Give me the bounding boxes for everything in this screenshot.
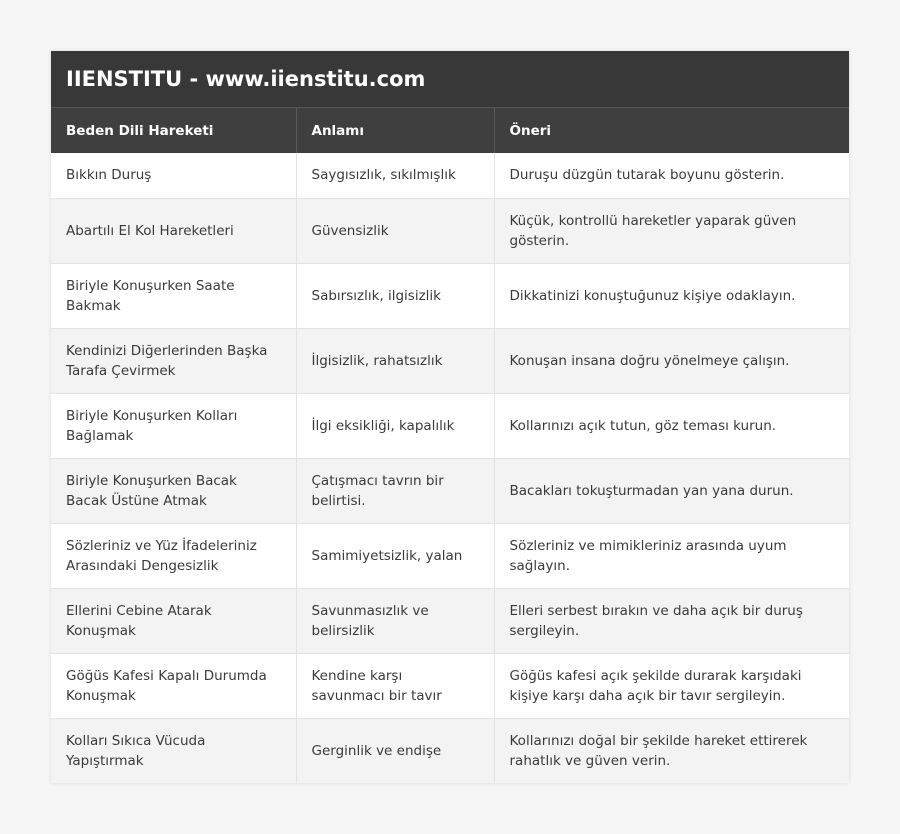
cell-movement: Kendinizi Diğerlerinden Başka Tarafa Çevirmek — [51, 328, 296, 393]
table-row — [51, 588, 849, 653]
cell-meaning: Çatışmacı tavrın bir belirtisi. — [296, 458, 494, 523]
cell-meaning: İlgi eksikliği, kapalılık — [296, 393, 494, 458]
cell-meaning: Sabırsızlık, ilgisizlik — [296, 263, 494, 328]
cell-suggestion: Konuşan insana doğru yönelmeye çalışın. — [494, 328, 849, 393]
table-header-row — [51, 108, 849, 153]
cell-suggestion: Küçük, kontrollü hareketler yaparak güven gösterin. — [494, 198, 849, 263]
cell-movement: Sözleriniz ve Yüz İfadeleriniz Arasındaki Dengesizlik — [51, 523, 296, 588]
cell-movement: Abartılı El Kol Hareketleri — [51, 198, 296, 263]
table-row — [51, 718, 849, 783]
cell-meaning: Gerginlik ve endişe — [296, 718, 494, 783]
cell-meaning: Savunmasızlık ve belirsizlik — [296, 588, 494, 653]
cell-movement: Göğüs Kafesi Kapalı Durumda Konuşmak — [51, 653, 296, 718]
cell-suggestion: Elleri serbest bırakın ve daha açık bir duruş sergileyin. — [494, 588, 849, 653]
table-row — [51, 458, 849, 523]
table-row — [51, 153, 849, 198]
cell-movement: Ellerini Cebine Atarak Konuşmak — [51, 588, 296, 653]
table-row — [51, 393, 849, 458]
banner-title: IIENSTITU - www.iienstitu.com — [51, 51, 849, 108]
cell-suggestion: Sözleriniz ve mimikleriniz arasında uyum sağlayın. — [494, 523, 849, 588]
cell-meaning: Kendine karşı savunmacı bir tavır — [296, 653, 494, 718]
cell-suggestion: Duruşu düzgün tutarak boyunu gösterin. — [494, 153, 849, 198]
cell-suggestion: Dikkatinizi konuştuğunuz kişiye odaklayın. — [494, 263, 849, 328]
header-suggestion: Öneri — [494, 108, 849, 153]
cell-movement: Biriyle Konuşurken Bacak Bacak Üstüne Atmak — [51, 458, 296, 523]
table-row — [51, 328, 849, 393]
cell-suggestion: Bacakları tokuşturmadan yan yana durun. — [494, 458, 849, 523]
header-movement: Beden Dili Hareketi — [51, 108, 296, 153]
cell-movement: Bıkkın Duruş — [51, 153, 296, 198]
table-row — [51, 653, 849, 718]
cell-movement: Kolları Sıkıca Vücuda Yapıştırmak — [51, 718, 296, 783]
body-language-table — [51, 108, 849, 783]
cell-meaning: İlgisizlik, rahatsızlık — [296, 328, 494, 393]
cell-movement: Biriyle Konuşurken Kolları Bağlamak — [51, 393, 296, 458]
cell-suggestion: Kollarınızı açık tutun, göz teması kurun. — [494, 393, 849, 458]
table-row — [51, 263, 849, 328]
cell-meaning: Güvensizlik — [296, 198, 494, 263]
cell-movement: Biriyle Konuşurken Saate Bakmak — [51, 263, 296, 328]
cell-meaning: Samimiyetsizlik, yalan — [296, 523, 494, 588]
table-row — [51, 523, 849, 588]
header-meaning: Anlamı — [296, 108, 494, 153]
cell-meaning: Saygısızlık, sıkılmışlık — [296, 153, 494, 198]
table-card — [51, 51, 849, 783]
cell-suggestion: Göğüs kafesi açık şekilde durarak karşıdaki kişiye karşı daha açık bir tavır sergileyin. — [494, 653, 849, 718]
table-row — [51, 198, 849, 263]
cell-suggestion: Kollarınızı doğal bir şekilde hareket ettirerek rahatlık ve güven verin. — [494, 718, 849, 783]
